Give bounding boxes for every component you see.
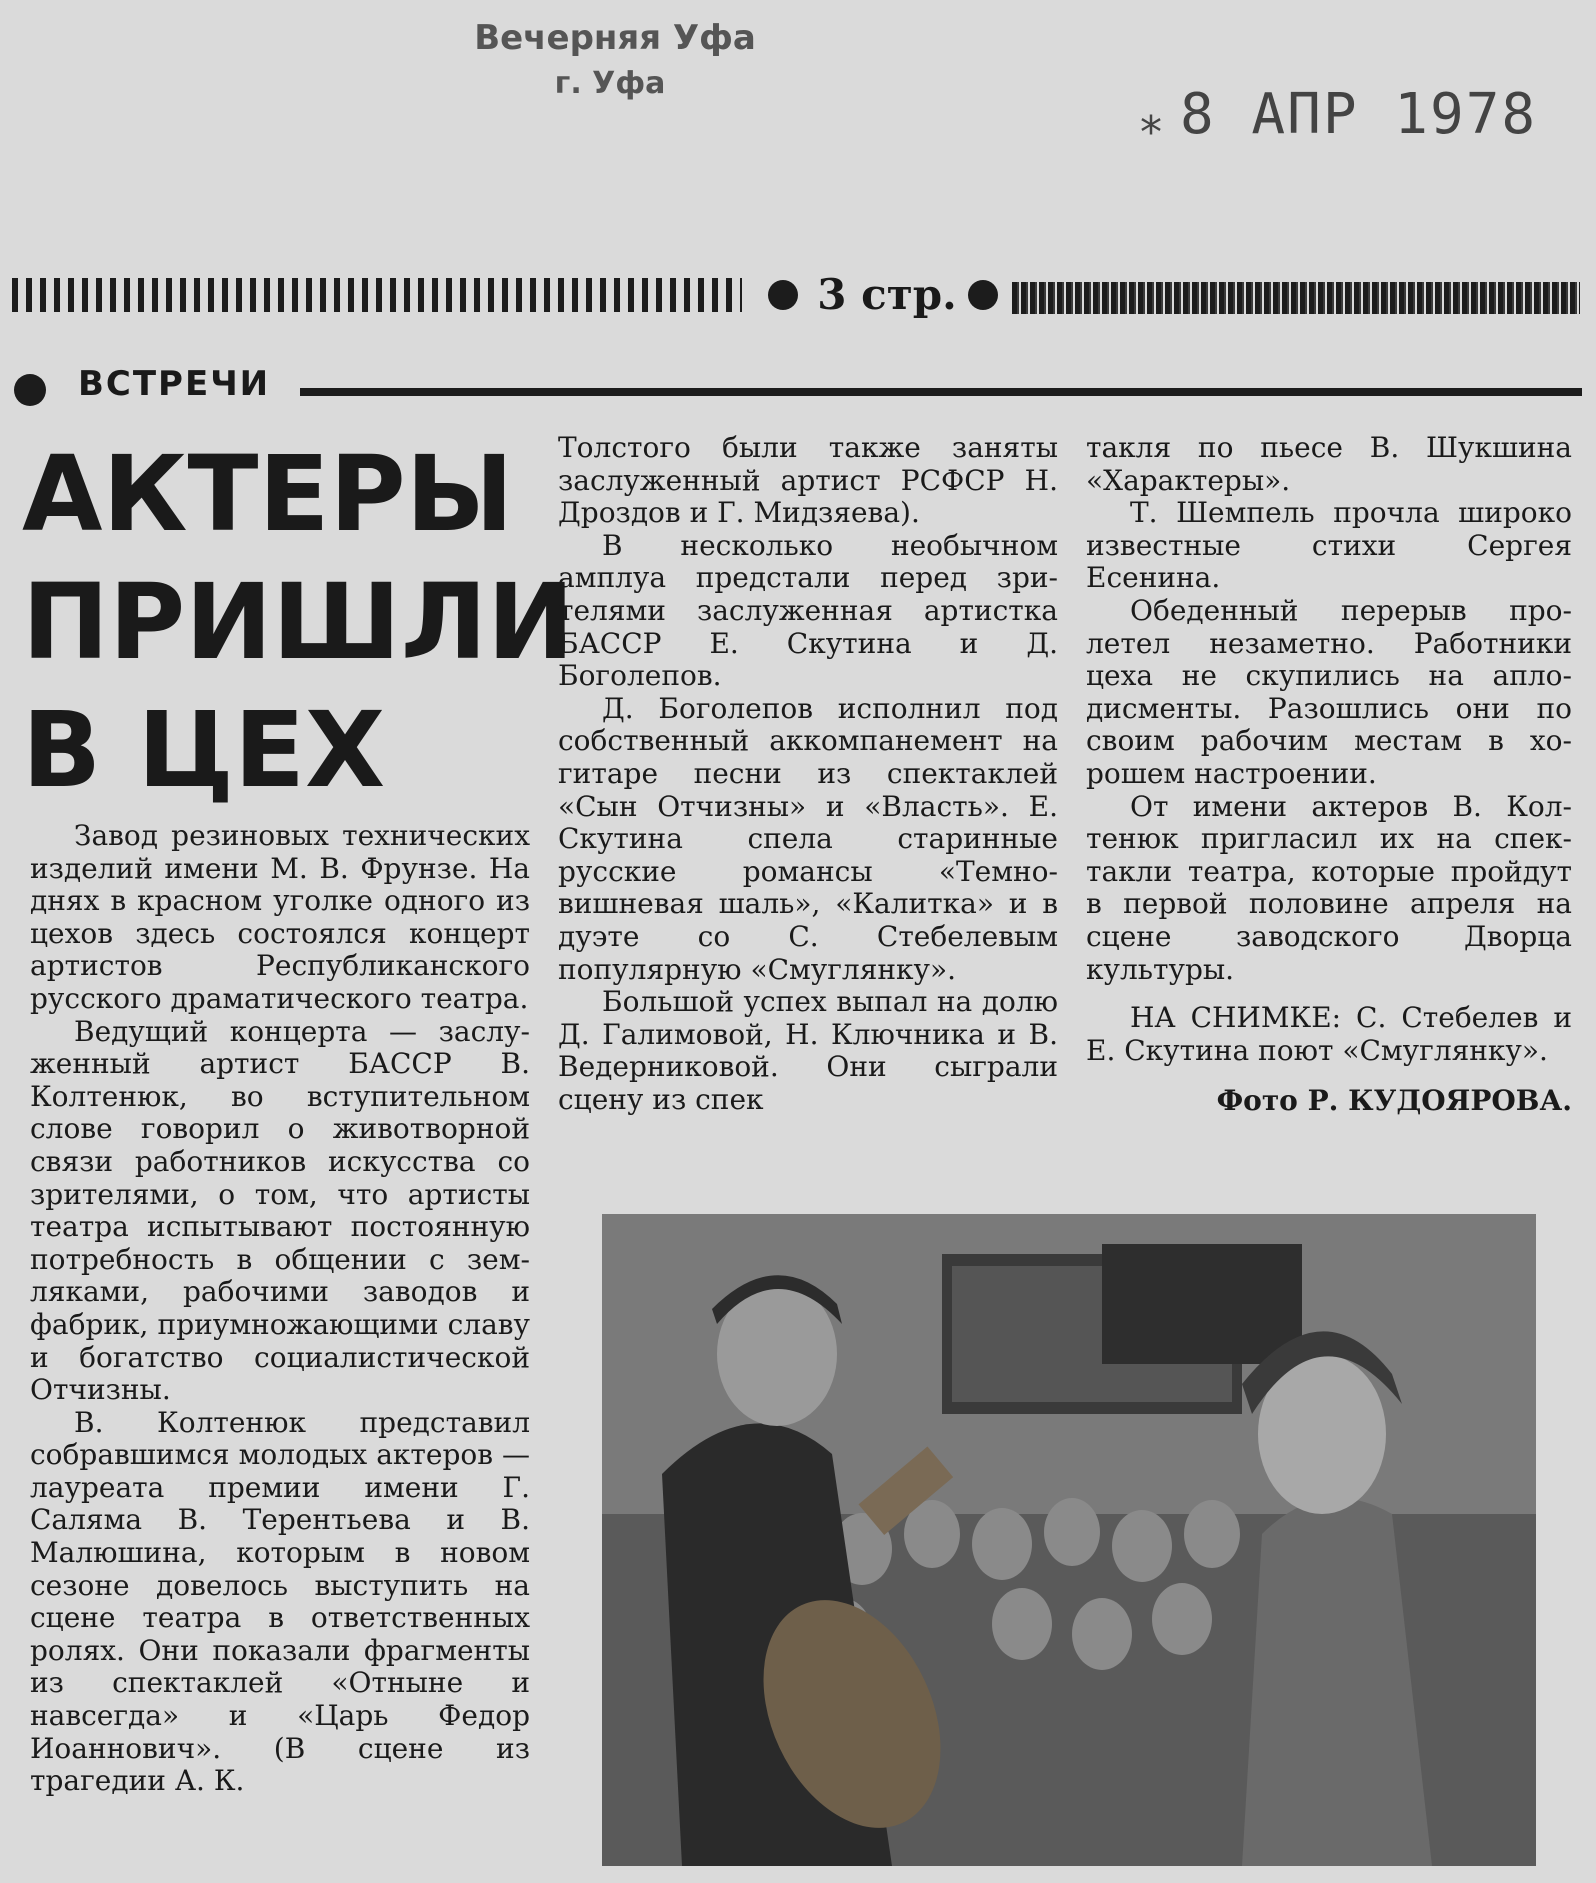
masthead-city: г. Уфа [554, 66, 666, 101]
stamp-mark-icon: ⁎ [1140, 93, 1164, 144]
page-rule-right [1012, 282, 1580, 314]
rubric-label: ВСТРЕЧИ [78, 364, 271, 404]
article-column-3 [1086, 432, 1572, 1118]
article-column-2 [558, 432, 1058, 1116]
rubric-rule [300, 388, 1582, 396]
paragraph: Т. Шемпель прочла широко известные стихи Сергея Есенина. [1086, 496, 1572, 595]
article-photo [602, 1214, 1536, 1866]
page-rule-left [12, 278, 742, 312]
rubric-dot-icon [14, 374, 46, 406]
headline-line: В ЦЕХ [22, 689, 386, 811]
paragraph: Большой успех выпал на долю Д. Галимовой, Н. Ключника и В. Ведерниковой. Они сыграли сцену из спек [558, 985, 1058, 1116]
article-headline [22, 430, 575, 814]
paragraph: такля по пьесе В. Шукшина «Характеры». [1086, 431, 1572, 497]
headline-line: ПРИШЛИ [22, 561, 575, 683]
masthead-paper-name: Вечерняя Уфа [474, 18, 756, 58]
paragraph: Ведущий концерта — заслуженный артист БАССР В. Колтенюк, во вступительном слове говорил о животворной связи работников искусства со зрителями, о том, что артисты театра испытывают постоянную потребность в общении с земляками, рабочими заводов и фабрик, приумножающими славу и богатство социалистической Отчизны. [30, 1014, 530, 1407]
photo-credit: Фото Р. КУДОЯРОВА. [1216, 1084, 1572, 1118]
page-number: 3 стр. [817, 270, 957, 319]
photo-caption-block [1086, 1002, 1572, 1118]
paragraph: Д. Боголепов исполнил под собственный аккомпанемент на гитаре песни из спектаклей «Сын Отчизны» и «Власть». Е. Скутина спела старинные русские романсы «Темно-вишневая шаль», «Калитка» и в дуэте со С. Стебелевым популярную «Смуглянку». [558, 691, 1058, 986]
paragraph: Обеденный перерыв пролетел незаметно. Работники цеха не скупились на аплодисменты. Разошлись они по своим рабочим местам в хорошем настроении. [1086, 593, 1572, 790]
article-column-1 [30, 820, 530, 1798]
bullet-dot-icon [968, 280, 998, 310]
paragraph: В несколько необычном амплуа предстали перед зрителями заслуженная артистка БАССР Е. Скутина и Д. Боголепов. [558, 528, 1058, 693]
headline-line: АКТЕРЫ [22, 433, 514, 555]
paragraph: В. Колтенюк представил собравшимся молодых актеров — лауреата премии имени Г. Саляма В. Терентьева и В. Малюшина, которым в новом сезоне довелось выступить на сцене театра в ответственных ролях. Они показали фрагменты из спектаклей «Отныне и навсегда» и «Царь Федор Иоаннович». (В сцене из трагедии А. К. [30, 1405, 530, 1798]
photo-illustration [602, 1214, 1536, 1866]
date-stamp-text: 8 АПР 1978 [1180, 82, 1538, 147]
date-stamp [1140, 82, 1560, 147]
bullet-dot-icon [768, 280, 798, 310]
paragraph: Завод резиновых технических изделий имени М. В. Фрунзе. На днях в красном уголке одного из цехов здесь состоялся концерт артистов Республиканского русского драматического театра. [30, 819, 530, 1015]
paragraph: От имени актеров В. Колтенюк пригласил их на спектакли театра, которые пройдут в первой половине апреля на сцене заводского Дворца культуры. [1086, 789, 1572, 986]
photo-caption: НА СНИМКЕ: С. Стебелев и Е. Скутина поют «Смуглянку». [1086, 1001, 1572, 1067]
paragraph: Толстого были также заняты заслуженный артист РСФСР Н. Дроздов и Г. Мидзяева). [558, 431, 1058, 530]
